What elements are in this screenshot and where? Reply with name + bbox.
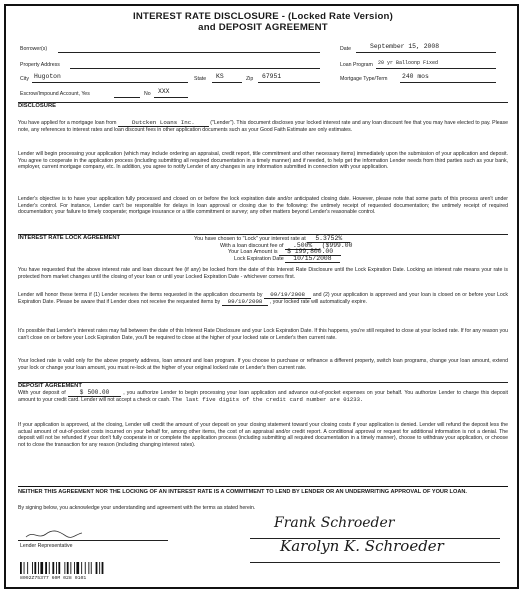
state-label: State [194,76,207,82]
rate-label: You have chosen to "Lock" your interest rate at [194,236,306,242]
barcode-graphic [20,562,140,574]
date-label: Date [340,46,351,52]
escrow-no-value: XXX [158,88,170,96]
lock-p2-b: and (2) your application is approved and your loan is closed on or before your Lock Expiration Date. Please be aware that if Lender does not receive the requested items by [18,292,508,305]
city-field[interactable] [32,75,188,83]
barcode-bar [45,562,47,574]
disclosure-paragraph-2: Lender will begin processing your application (which may include ordering an appraisal, credit report, title commitment and other necessary items) immediately upon the submission of your application and deposit. You agree to cooperate in the application process (including submitting all required documentation in a timely manner) and if needed, to help get the information Lender needs from third parties such as your bank, employer, current mortgage company, etc. In addition, you agree to notify Lender of any changes in any information submitted in connection with your application. [18,151,508,170]
program-label: Loan Program [340,62,373,68]
borrower-signature-2: Karolyn K. Schroeder [280,537,444,555]
lender-rep-label: Lender Representative [20,543,73,549]
term-field[interactable] [400,75,496,83]
expiry-label: Lock Expiration Date [234,255,284,262]
borrower-row [18,45,508,54]
lock-paragraph-2 [18,292,508,305]
barcode-bar [76,562,79,574]
escrow-no-field[interactable] [154,90,188,98]
disclosure-paragraph-3: Lender's objective is to have your application fully processed and closed on or before the lock expiration date and/or anticipated closing date. However, please note that some parts of this process aren't under Lender's control. For instance, Lender can't be responsible for delays in loan approval or closing due to the following: the untimely receipt of requested documentation; the untimely receipt of required documentation; your failure to timely cooperate; mortgage insurance or a title commitment or survey; any other matters beyond Lender's reasonable control. [18,196,508,215]
document-title [18,12,508,33]
lock-p2-a: Lender will honor these terms if (1) Lender receives the items requested in the application documents by [18,292,263,298]
escrow-row [18,90,508,99]
barcode-bar [88,562,89,574]
zip-label: Zip [246,76,254,82]
lock-paragraph-1: You have requested that the above interest rate and loan discount fee (if any) be locked from the date of this Interest Rate Disclosure until the Lock Expiration Date. Locking an interest rate means your rate is protected from market changes until the closing of your loan or until your Locked Expiration Date - whichever comes first. [18,267,508,280]
deposit-heading: DEPOSIT AGREEMENT [18,383,82,389]
zip-value: 67951 [262,73,282,81]
lender-name: Dutcken Loans Inc. [118,119,209,127]
state-field[interactable] [212,75,242,83]
barcode-bar [32,562,33,574]
lock-p2-date-2: 09/19/2008 [222,298,269,306]
footer-rule [18,486,508,487]
deposit-amount: $ 500.00 [68,389,121,397]
barcode-bar [64,562,65,574]
term-value: 240 mos [402,73,429,81]
deposit-p1-b: , you authorize Lender to begin processing your loan application and advance out-of-pocket expenses on your behalf. You authorize Lender to charge this deposit amount to your credit card. Lender will not accept a check or cash. [18,390,508,403]
rate-value: 5.3752% [307,235,350,243]
lock-p2-c: , your locked rate will automatically expire. [269,298,368,305]
title-line-1: INTEREST RATE DISCLOSURE - (Locked Rate Version) [133,11,393,22]
city-label: City [20,76,29,82]
borrowers-field[interactable] [58,45,320,53]
discount-label: With a loan discount fee of [220,242,284,249]
barcode-bar [74,562,75,574]
city-row [18,75,508,84]
program-value: 20 yr Balloonp Fixed [378,60,439,67]
footer-ack: By signing below, you acknowledge your understanding and agreement with the terms as stated herein. [18,505,256,511]
document [18,10,508,584]
lock-paragraph-3: It's possible that Lender's interest rates may fall between the date of this Interest Rate Disclosure and your Lock Expiration Date. If this happens, you're still required to close at your locked rate. If for any reason you can't close on or before your Lock Expiration Date, you'll be required to close at the higher of your locked rate or Lender's then current rate. [18,328,508,341]
expiry-value: 10/15/2008 [285,255,339,263]
discount-value: .500% [285,242,320,250]
lock-expiry-line [194,256,504,263]
barcode-bar [40,562,43,574]
borrowers-label: Borrower(s) [20,46,48,52]
zip-field[interactable] [258,75,320,83]
card-note: The last five digits of the credit card number are 01233. [172,395,364,403]
disclosure-heading: DISCLOSURE [18,103,57,109]
barcode-bar [20,562,22,574]
loan-amount-label: Your Loan Amount is [228,249,278,256]
loan-amount-value: $ 199,800.00 [279,248,341,256]
discount-amount: ($999.00 [321,241,353,249]
deposit-p1-a: With your deposit of [18,390,66,396]
disclosure-p1-end: ("Lender"). This document discloses your locked interest rate and any loan discount fee that you may have elected to pay. Please note, any references to interest rates and loan discount fees in other application documents such as your Good Faith Estimate are only estimates. [18,120,508,133]
state-value: KS [216,73,224,81]
lender-initials [24,528,84,540]
property-row [18,61,508,70]
barcode-bar [85,562,86,574]
barcode [20,562,140,574]
barcode-bar [102,562,104,574]
deposit-paragraph-1 [18,390,508,403]
barcode-bar [56,562,57,574]
program-field[interactable] [376,61,496,69]
barcode-bar [70,562,71,574]
lock-amount-line [194,249,504,256]
deposit-paragraph-2: If your application is approved, at the closing, Lender will credit the amount of your deposit on your closing statement toward your closing costs if your application is denied. Lender will refund the deposit less the actual amount of out-of-pocket costs incurred on your behalf for, among other items, the cost of an appraisal and/or credit report. A conditional approval or request for additional information is not a denial. The deposit will not be refunded if your don't fully cooperate in or complete the application process (including submitting all required documentation in a timely manner), choose to withdraw your application, or choose not to close the transaction for any reason (including changing interest rates). [18,422,508,448]
lock-terms [194,236,504,262]
barcode-bar [24,562,25,574]
lender-signature-line[interactable] [18,528,168,541]
barcode-text: 8092Z75377 60M 028 0101 [20,576,87,581]
term-label: Mortgage Type/Term [340,76,388,82]
barcode-bar [34,562,36,574]
barcode-bar [81,562,82,574]
lock-paragraph-4: Your locked rate is valid only for the above property address, loan amount and loan program. If you choose to purchase or refinance a different property, switch loan programs, change your loan amount, extend your lock or change your loan amount, you must re-lock at the higher of your original locked rate or Lender's then current rate. [18,358,508,371]
disclosure-paragraph-1 [18,120,508,133]
title-line-2: and DEPOSIT AGREEMENT [198,21,328,33]
disclosure-p1-start: You have applied for a mortgage loan from [18,120,117,126]
disclosure-section [18,102,508,110]
barcode-bar [96,562,98,574]
footer-notice: NEITHER THIS AGREEMENT NOR THE LOCKING OF AN INTEREST RATE IS A COMMITMENT TO LEND BY LENDER OR AN UNDERWRITING APPROVAL OF YOUR LOAN. [18,489,467,495]
property-field[interactable] [70,61,320,69]
barcode-bar [38,562,39,574]
date-field[interactable] [356,45,496,53]
lock-heading: INTEREST RATE LOCK AGREEMENT [18,235,121,241]
property-label: Property Address [20,62,60,68]
barcode-bar [91,562,92,574]
barcode-bar [67,562,69,574]
escrow-yes-field[interactable] [114,90,140,98]
escrow-no-label: No [144,91,151,97]
barcode-bar [49,562,50,574]
barcode-bar [99,562,100,574]
borrower-signature-1: Frank Schroeder [274,515,395,531]
lock-p2-date-1: 09/19/2008 [264,291,311,299]
barcode-bar [58,562,60,574]
barcode-bar [52,562,54,574]
barcode-bar [27,562,28,574]
borrower-signature-line-2[interactable] [250,537,500,563]
city-value: Hugoton [34,73,61,81]
date-value: September 15, 2008 [370,43,440,51]
escrow-label: Escrow/Impound Account, Yes [20,91,90,97]
